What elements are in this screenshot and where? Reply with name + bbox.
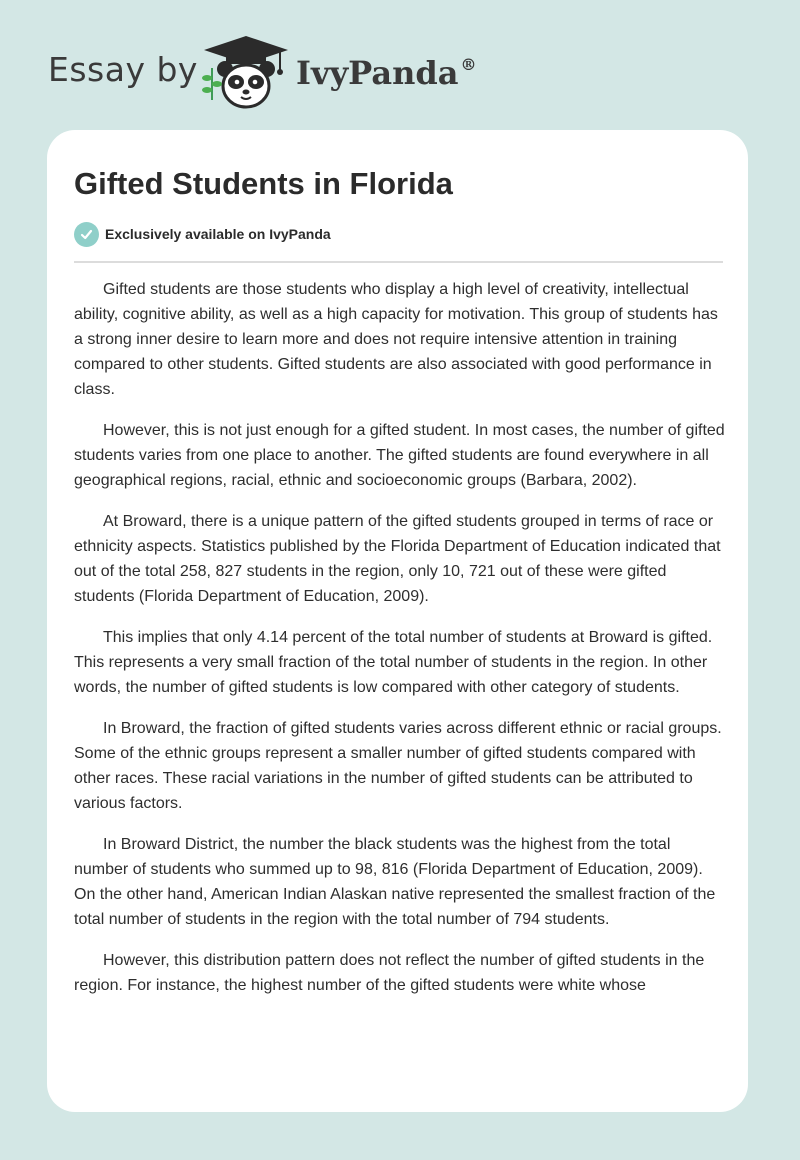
- exclusive-badge: [74, 221, 331, 247]
- paragraph: However, this is not just enough for a gifted student. In most cases, the number of gifted students varies from one place to another. The gifted students are found everywhere in all geographical regions, racial, ethnic and socioeconomic groups (Barbara, 2002).: [74, 422, 725, 489]
- paragraph: In Broward, the fraction of gifted students varies across different ethnic or racial groups. Some of the ethnic groups represent a smaller number of gifted students compared with other races. These racial variations in the number of gifted students can be attributed to various factors.: [74, 720, 722, 812]
- divider: [74, 261, 723, 263]
- paragraph: In Broward District, the number the black students was the highest from the total number of students who summed up to 98, 816 (Florida Department of Education, 2009). On the other hand, American Indian Alaskan native represented the smallest fraction of the total number of students in the region with the total number of 794 students.: [74, 836, 716, 928]
- paragraph: However, this distribution pattern does not reflect the number of gifted students in the region. For instance, the highest number of the gifted students were white whose: [74, 952, 705, 994]
- paragraph: Gifted students are those students who display a high level of creativity, intellectual ability, cognitive ability, as well as a high capacity for motivation. This group of students has a strong inner desire to learn more and does not require intensive attention in training compared to other students. Gifted students are also associated with good performance in class.: [74, 281, 718, 398]
- brand-label: IvyPanda: [296, 54, 459, 92]
- panda-logo-icon[interactable]: [200, 34, 292, 110]
- essay-card: [47, 130, 748, 1112]
- essay-by-label: Essay by: [48, 50, 198, 89]
- paragraph: This implies that only 4.14 percent of the total number of students at Broward is gifted. This represents a very small fraction of the total number of students in the region. In other words, the number of gifted students is low compared with other category of students.: [74, 629, 713, 696]
- paragraph: At Broward, there is a unique pattern of the gifted students grouped in terms of race or ethnicity aspects. Statistics published by the Florida Department of Education indicated that out of the total 258, 827 students in the region, only 10, 721 out of these were gifted students (Florida Department of Education, 2009).: [74, 513, 721, 605]
- essay-body: [74, 277, 726, 1014]
- check-icon: [74, 222, 99, 247]
- site-header: [0, 0, 800, 120]
- registered-mark: ®: [460, 55, 477, 74]
- brand-name[interactable]: [296, 54, 476, 92]
- badge-label: Exclusively available on IvyPanda: [105, 226, 331, 242]
- page-title: Gifted Students in Florida: [74, 166, 453, 201]
